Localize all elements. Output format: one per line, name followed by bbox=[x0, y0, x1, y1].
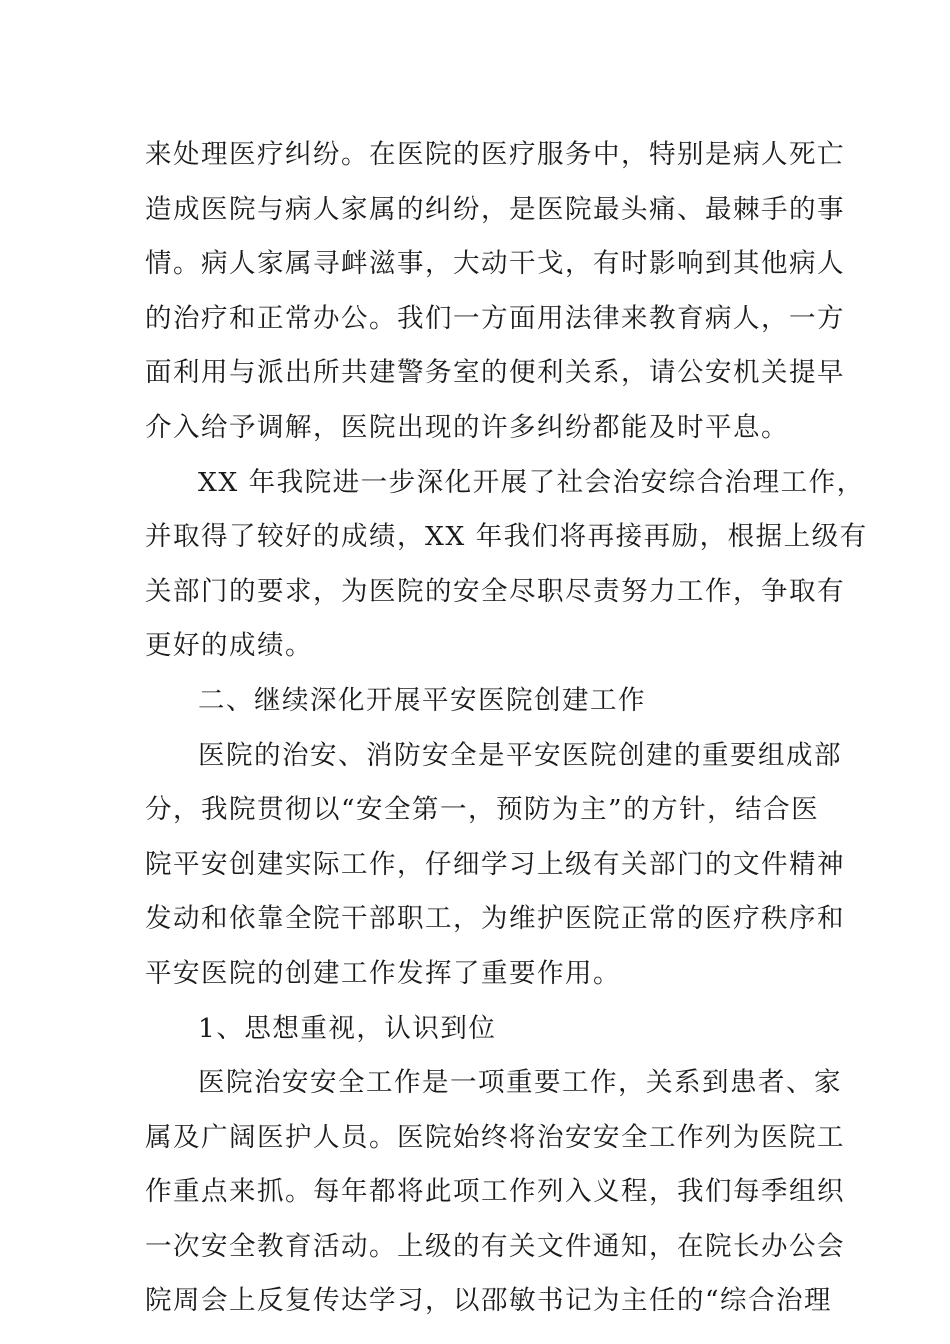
text-line: 发动和依靠全院干部职工，为维护医院正常的医疗秩序和 bbox=[145, 903, 845, 935]
paragraph-start-line: 医院的治安、消防安全是平安医院创建的重要组成部 bbox=[198, 739, 842, 771]
text-line: 院平安创建实际工作，仔细学习上级有关部门的文件精神 bbox=[145, 848, 845, 880]
text-line: 院周会上反复传达学习，以邵敏书记为主任的“综合治理 bbox=[145, 1285, 833, 1317]
document-body bbox=[145, 128, 868, 1329]
paragraph-start-line: XX 年我院进一步深化开展了社会治安综合治理工作， bbox=[198, 466, 865, 498]
text-line: 情。病人家属寻衅滋事，大动干戈，有时影响到其他病人 bbox=[145, 248, 845, 280]
text-line: 面利用与派出所共建警务室的便利关系，请公安机关提早 bbox=[145, 357, 845, 389]
section-heading: 二、继续深化开展平安医院创建工作 bbox=[198, 684, 646, 716]
text-line: 分，我院贯彻以“安全第一，预防为主”的方针，结合医 bbox=[145, 794, 820, 826]
text-line: 介入给予调解，医院出现的许多纠纷都能及时平息。 bbox=[145, 411, 789, 443]
text-line: 更好的成绩。 bbox=[145, 630, 313, 662]
text-line: 一次安全教育活动。上级的有关文件通知，在院长办公会 bbox=[145, 1230, 845, 1262]
text-line: 平安医院的创建工作发挥了重要作用。 bbox=[145, 957, 621, 989]
paragraph-start-line: 医院治安安全工作是一项重要工作，关系到患者、家 bbox=[198, 1067, 842, 1099]
text-line: 属及广阔医护人员。医院始终将治安安全工作列为医院工 bbox=[145, 1121, 845, 1153]
text-line: 并取得了较好的成绩，XX 年我们将再接再励，根据上级有 bbox=[145, 521, 868, 553]
text-line: 关部门的要求，为医院的安全尽职尽责努力工作，争取有 bbox=[145, 575, 845, 607]
text-line: 作重点来抓。每年都将此项工作列入义程，我们每季组织 bbox=[145, 1176, 845, 1208]
text-line: 来处理医疗纠纷。在医院的医疗服务中，特别是病人死亡 bbox=[145, 139, 845, 170]
subsection-heading: 1、思想重视，认识到位 bbox=[198, 1012, 497, 1044]
text-line: 造成医院与病人家属的纠纷，是医院最头痛、最棘手的事 bbox=[145, 193, 845, 225]
text-line: 的治疗和正常办公。我们一方面用法律来教育病人，一方 bbox=[145, 302, 845, 334]
